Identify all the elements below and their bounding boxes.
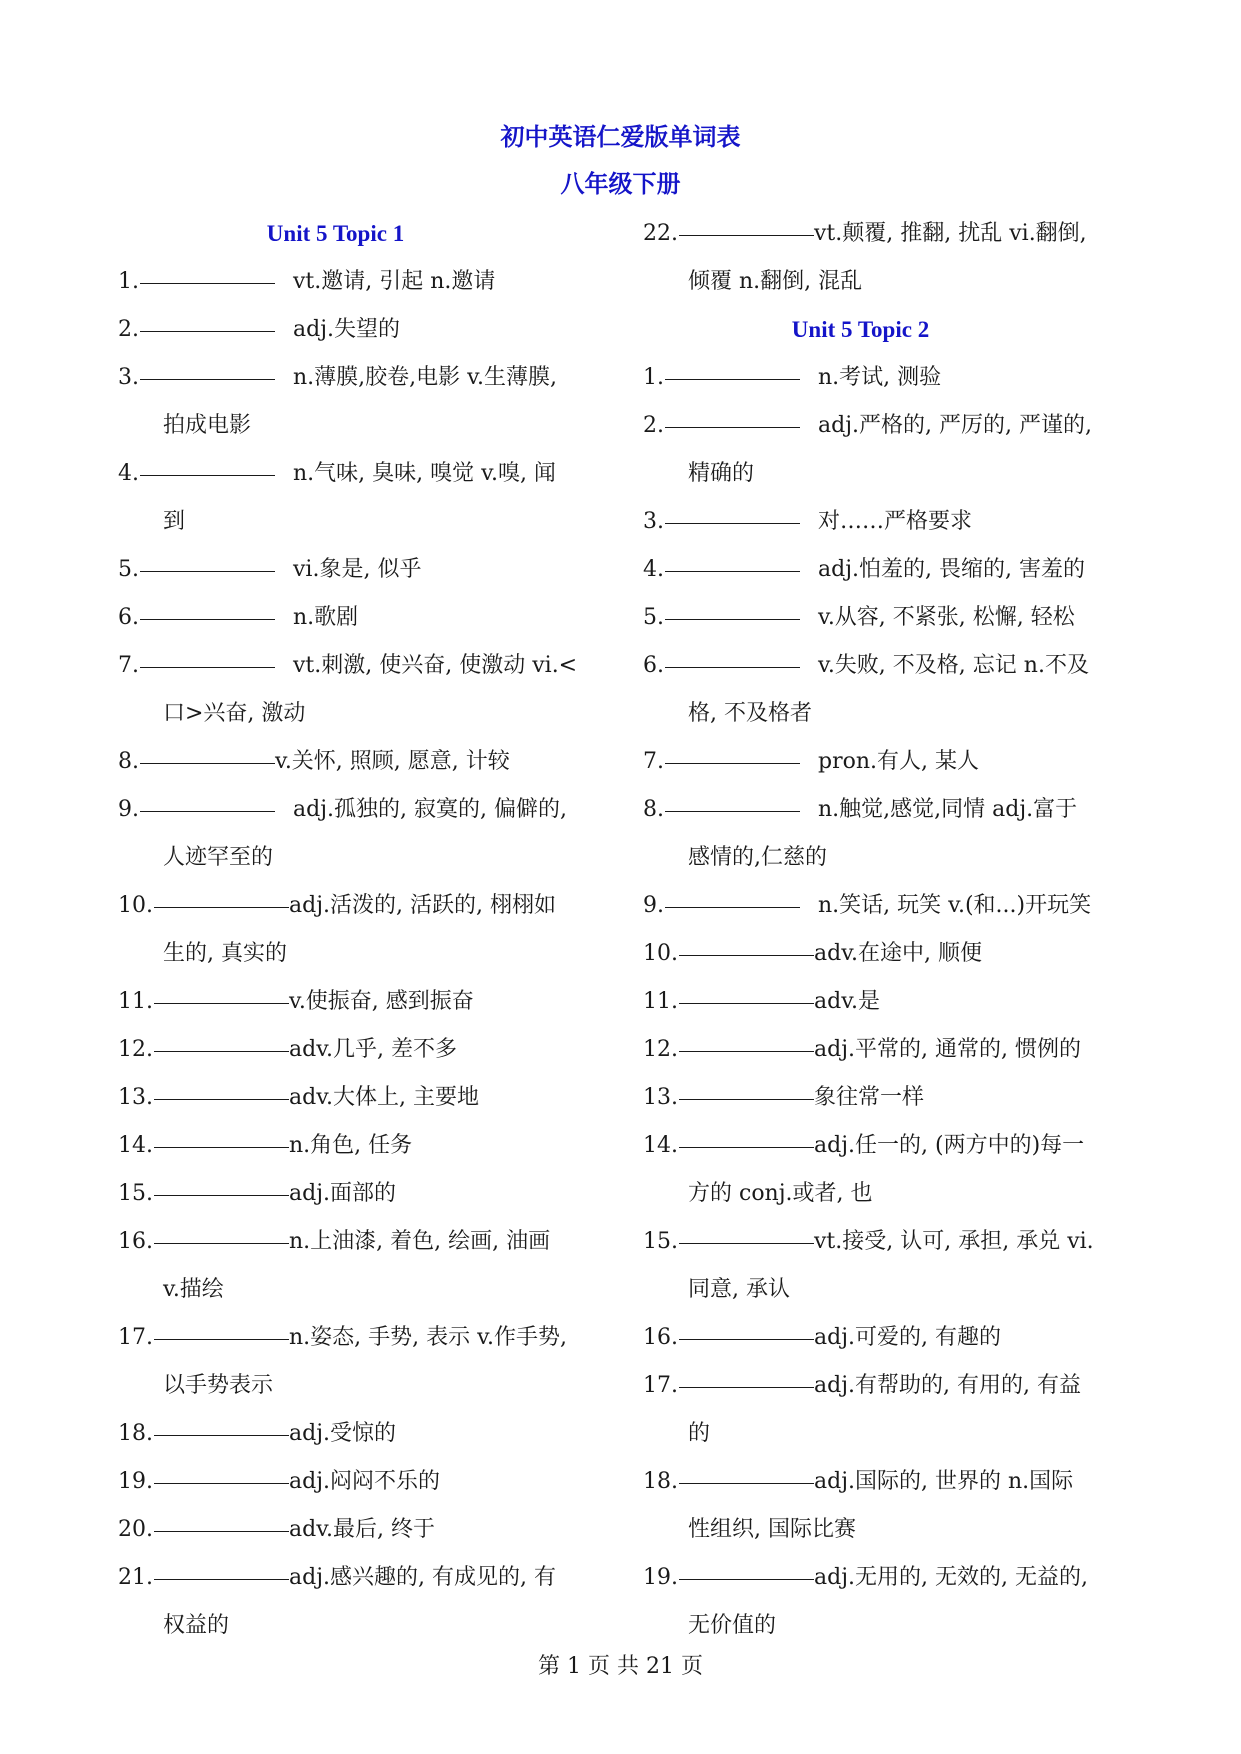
item-definition: v.失败, 不及格, 忘记 n.不及 — [818, 653, 1089, 678]
answer-blank[interactable] — [140, 618, 275, 620]
item-definition: adv.在途中, 顺便 — [814, 941, 982, 966]
vocab-item — [118, 1218, 553, 1266]
vocab-item — [643, 1026, 1081, 1074]
vocab-item — [643, 1554, 1088, 1602]
definition-continuation: 生的, 真实的 — [163, 941, 287, 966]
vocab-item — [118, 450, 556, 498]
vocab-item — [643, 882, 1092, 930]
answer-blank[interactable] — [679, 1098, 814, 1100]
vocab-item — [643, 786, 1078, 834]
vocab-item — [643, 210, 1087, 258]
item-definition: adj.怕羞的, 畏缩的, 害羞的 — [818, 557, 1085, 582]
definition-continuation: 精确的 — [688, 461, 755, 486]
answer-blank[interactable] — [154, 1530, 289, 1532]
answer-blank[interactable] — [154, 1050, 289, 1052]
item-definition: adv.大体上, 主要地 — [289, 1085, 479, 1110]
answer-blank[interactable] — [679, 234, 814, 236]
answer-blank[interactable] — [665, 906, 800, 908]
item-definition: vt.刺激, 使兴奋, 使激动 vi.< — [293, 653, 578, 678]
item-definition: n.角色, 任务 — [289, 1133, 413, 1158]
item-number: 19. — [118, 1469, 153, 1494]
item-number: 15. — [643, 1229, 678, 1254]
item-number: 5. — [643, 605, 664, 630]
definition-continuation: 人迹罕至的 — [163, 845, 274, 870]
vocab-item — [118, 546, 553, 594]
answer-blank[interactable] — [140, 474, 275, 476]
item-number: 10. — [118, 893, 153, 918]
item-number: 18. — [643, 1469, 678, 1494]
vocab-item — [643, 498, 1078, 546]
item-number: 14. — [643, 1133, 678, 1158]
item-definition: vi.象是, 似乎 — [293, 557, 422, 582]
answer-blank[interactable] — [154, 1242, 289, 1244]
vocab-item — [643, 642, 1089, 690]
answer-blank[interactable] — [140, 330, 275, 332]
vocab-item — [118, 1554, 556, 1602]
item-number: 2. — [643, 413, 664, 438]
vocab-item — [643, 978, 1078, 1026]
item-number: 2. — [118, 317, 139, 342]
vocab-item — [118, 1506, 553, 1554]
item-definition: adj.失望的 — [293, 317, 401, 342]
answer-blank[interactable] — [154, 1194, 289, 1196]
answer-blank[interactable] — [154, 1482, 289, 1484]
definition-continuation: 感情的,仁慈的 — [688, 845, 827, 870]
item-definition: adj.国际的, 世界的 n.国际 — [814, 1469, 1074, 1494]
vocab-item — [643, 1122, 1085, 1170]
item-number: 13. — [643, 1085, 678, 1110]
vocab-item — [118, 1026, 553, 1074]
answer-blank[interactable] — [679, 1338, 814, 1340]
answer-blank[interactable] — [154, 1146, 289, 1148]
left-column — [118, 210, 578, 1650]
item-definition: vt.颠覆, 推翻, 扰乱 vi.翻倒, — [814, 221, 1087, 246]
item-definition: adj.平常的, 通常的, 惯例的 — [814, 1037, 1081, 1062]
item-definition: adj.活泼的, 活跃的, 栩栩如 — [289, 893, 556, 918]
item-number: 3. — [643, 509, 664, 534]
item-definition: 象往常一样 — [814, 1085, 925, 1110]
item-definition: vt.邀请, 引起 n.邀请 — [293, 269, 496, 294]
answer-blank[interactable] — [154, 1578, 289, 1580]
item-definition: n.笑话, 玩笑 v.(和...)开玩笑 — [818, 893, 1092, 918]
vocab-item — [118, 642, 578, 690]
answer-blank[interactable] — [679, 1386, 814, 1388]
unit-heading: Unit 5 Topic 2 — [791, 317, 930, 342]
item-number: 8. — [643, 797, 664, 822]
vocab-item — [118, 1410, 553, 1458]
item-number: 9. — [643, 893, 664, 918]
answer-blank[interactable] — [665, 522, 800, 524]
definition-continuation: 格, 不及格者 — [688, 701, 812, 726]
vocab-item — [643, 546, 1085, 594]
item-number: 17. — [118, 1325, 153, 1350]
vocab-item — [643, 1074, 1078, 1122]
vocab-item — [643, 594, 1078, 642]
answer-blank[interactable] — [679, 1578, 814, 1580]
definition-continuation: 口>兴奋, 激动 — [163, 701, 306, 726]
item-definition: adj.任一的, (两方中的)每一 — [814, 1133, 1085, 1158]
vocab-item — [118, 1170, 553, 1218]
item-definition: n.歌剧 — [293, 605, 359, 630]
answer-blank[interactable] — [665, 426, 800, 428]
item-definition: n.薄膜,胶卷,电影 v.生薄膜, — [293, 365, 557, 390]
answer-blank[interactable] — [665, 378, 800, 380]
answer-blank[interactable] — [665, 810, 800, 812]
item-definition: adv.最后, 终于 — [289, 1517, 435, 1542]
item-number: 6. — [643, 653, 664, 678]
vocab-item — [118, 978, 553, 1026]
definition-continuation: 到 — [163, 509, 186, 534]
item-definition: adj.有帮助的, 有用的, 有益 — [814, 1373, 1081, 1398]
definition-continuation: 方的 conj.或者, 也 — [688, 1181, 873, 1206]
unit-heading: Unit 5 Topic 1 — [266, 221, 405, 246]
vocab-item — [118, 258, 553, 306]
page-subtitle: 八年级下册 — [560, 170, 681, 198]
item-number: 11. — [118, 989, 153, 1014]
vocab-item — [118, 1074, 553, 1122]
definition-continuation: 拍成电影 — [163, 413, 252, 438]
item-definition: adj.严格的, 严厉的, 严谨的, — [818, 413, 1092, 438]
item-number: 9. — [118, 797, 139, 822]
item-definition: v.关怀, 照顾, 愿意, 计较 — [275, 749, 510, 774]
item-definition: adj.闷闷不乐的 — [289, 1469, 441, 1494]
definition-continuation: 性组织, 国际比赛 — [688, 1517, 856, 1542]
item-number: 16. — [643, 1325, 678, 1350]
answer-blank[interactable] — [140, 762, 275, 764]
vocab-item — [118, 882, 556, 930]
item-definition: 对……严格要求 — [818, 509, 973, 534]
item-definition: adj.孤独的, 寂寞的, 偏僻的, — [293, 797, 567, 822]
answer-blank[interactable] — [154, 1338, 289, 1340]
definition-continuation: v.描绘 — [163, 1277, 224, 1302]
vocab-item — [118, 306, 553, 354]
vocab-item — [643, 738, 1078, 786]
vocab-item — [118, 594, 553, 642]
item-definition: adj.可爱的, 有趣的 — [814, 1325, 1002, 1350]
item-definition: adv.几乎, 差不多 — [289, 1037, 457, 1062]
vocab-item — [643, 1458, 1078, 1506]
item-definition: adj.无用的, 无效的, 无益的, — [814, 1565, 1088, 1590]
item-definition: adj.面部的 — [289, 1181, 397, 1206]
item-definition: v.从容, 不紧张, 松懈, 轻松 — [818, 605, 1075, 630]
item-number: 15. — [118, 1181, 153, 1206]
item-definition: pron.有人, 某人 — [818, 749, 979, 774]
vocab-item — [643, 354, 1078, 402]
answer-blank[interactable] — [140, 282, 275, 284]
answer-blank[interactable] — [679, 1002, 814, 1004]
answer-blank[interactable] — [140, 666, 275, 668]
item-number: 4. — [118, 461, 139, 486]
item-number: 12. — [118, 1037, 153, 1062]
answer-blank[interactable] — [665, 762, 800, 764]
definition-continuation: 的 — [688, 1421, 711, 1446]
item-number: 11. — [643, 989, 678, 1014]
vocab-item — [643, 930, 1078, 978]
answer-blank[interactable] — [140, 810, 275, 812]
item-number: 14. — [118, 1133, 153, 1158]
vocab-item — [643, 402, 1092, 450]
item-number: 13. — [118, 1085, 153, 1110]
item-definition: n.上油漆, 着色, 绘画, 油画 — [289, 1229, 551, 1254]
item-number: 5. — [118, 557, 139, 582]
item-definition: v.使振奋, 感到振奋 — [289, 989, 474, 1014]
definition-continuation: 同意, 承认 — [688, 1277, 790, 1302]
answer-blank[interactable] — [154, 1098, 289, 1100]
page-footer: 第 1 页 共 21 页 — [538, 1654, 703, 1679]
item-number: 22. — [643, 221, 678, 246]
answer-blank[interactable] — [665, 618, 800, 620]
vocab-item — [118, 1122, 553, 1170]
answer-blank[interactable] — [679, 1482, 814, 1484]
definition-continuation: 倾覆 n.翻倒, 混乱 — [688, 269, 863, 294]
item-definition: n.气味, 臭味, 嗅觉 v.嗅, 闻 — [293, 461, 556, 486]
item-number: 10. — [643, 941, 678, 966]
item-number: 6. — [118, 605, 139, 630]
item-definition: adj.受惊的 — [289, 1421, 397, 1446]
item-number: 8. — [118, 749, 139, 774]
definition-continuation: 权益的 — [163, 1613, 230, 1638]
answer-blank[interactable] — [679, 1146, 814, 1148]
answer-blank[interactable] — [154, 1434, 289, 1436]
item-number: 3. — [118, 365, 139, 390]
answer-blank[interactable] — [140, 570, 275, 572]
vocab-item — [118, 786, 567, 834]
item-definition: n.触觉,感觉,同情 adj.富于 — [818, 797, 1078, 822]
answer-blank[interactable] — [665, 666, 800, 668]
vocab-item — [118, 1458, 553, 1506]
item-definition: n.姿态, 手势, 表示 v.作手势, — [289, 1325, 567, 1350]
item-number: 20. — [118, 1517, 153, 1542]
definition-continuation: 以手势表示 — [163, 1373, 274, 1398]
item-number: 7. — [118, 653, 139, 678]
item-number: 1. — [643, 365, 664, 390]
answer-blank[interactable] — [679, 1050, 814, 1052]
item-number: 18. — [118, 1421, 153, 1446]
item-definition: vt.接受, 认可, 承担, 承兑 vi. — [814, 1229, 1094, 1254]
answer-blank[interactable] — [154, 1002, 289, 1004]
definition-continuation: 无价值的 — [688, 1613, 777, 1638]
right-column — [643, 210, 1094, 1650]
item-number: 4. — [643, 557, 664, 582]
item-definition: adv.是 — [814, 989, 881, 1014]
vocab-item — [118, 354, 557, 402]
page-title: 初中英语仁爱版单词表 — [500, 123, 741, 151]
item-number: 12. — [643, 1037, 678, 1062]
item-definition: n.考试, 测验 — [818, 365, 942, 390]
answer-blank[interactable] — [154, 906, 289, 908]
item-number: 1. — [118, 269, 139, 294]
item-number: 17. — [643, 1373, 678, 1398]
answer-blank[interactable] — [140, 378, 275, 380]
vocab-item — [643, 1218, 1094, 1266]
answer-blank[interactable] — [679, 1242, 814, 1244]
answer-blank[interactable] — [679, 954, 814, 956]
answer-blank[interactable] — [665, 570, 800, 572]
item-number: 19. — [643, 1565, 678, 1590]
vocab-item — [118, 738, 553, 786]
vocab-item — [118, 1314, 567, 1362]
item-number: 21. — [118, 1565, 153, 1590]
item-number: 16. — [118, 1229, 153, 1254]
vocab-item — [643, 1314, 1078, 1362]
item-definition: adj.感兴趣的, 有成见的, 有 — [289, 1565, 556, 1590]
vocab-item — [643, 1362, 1081, 1410]
item-number: 7. — [643, 749, 664, 774]
